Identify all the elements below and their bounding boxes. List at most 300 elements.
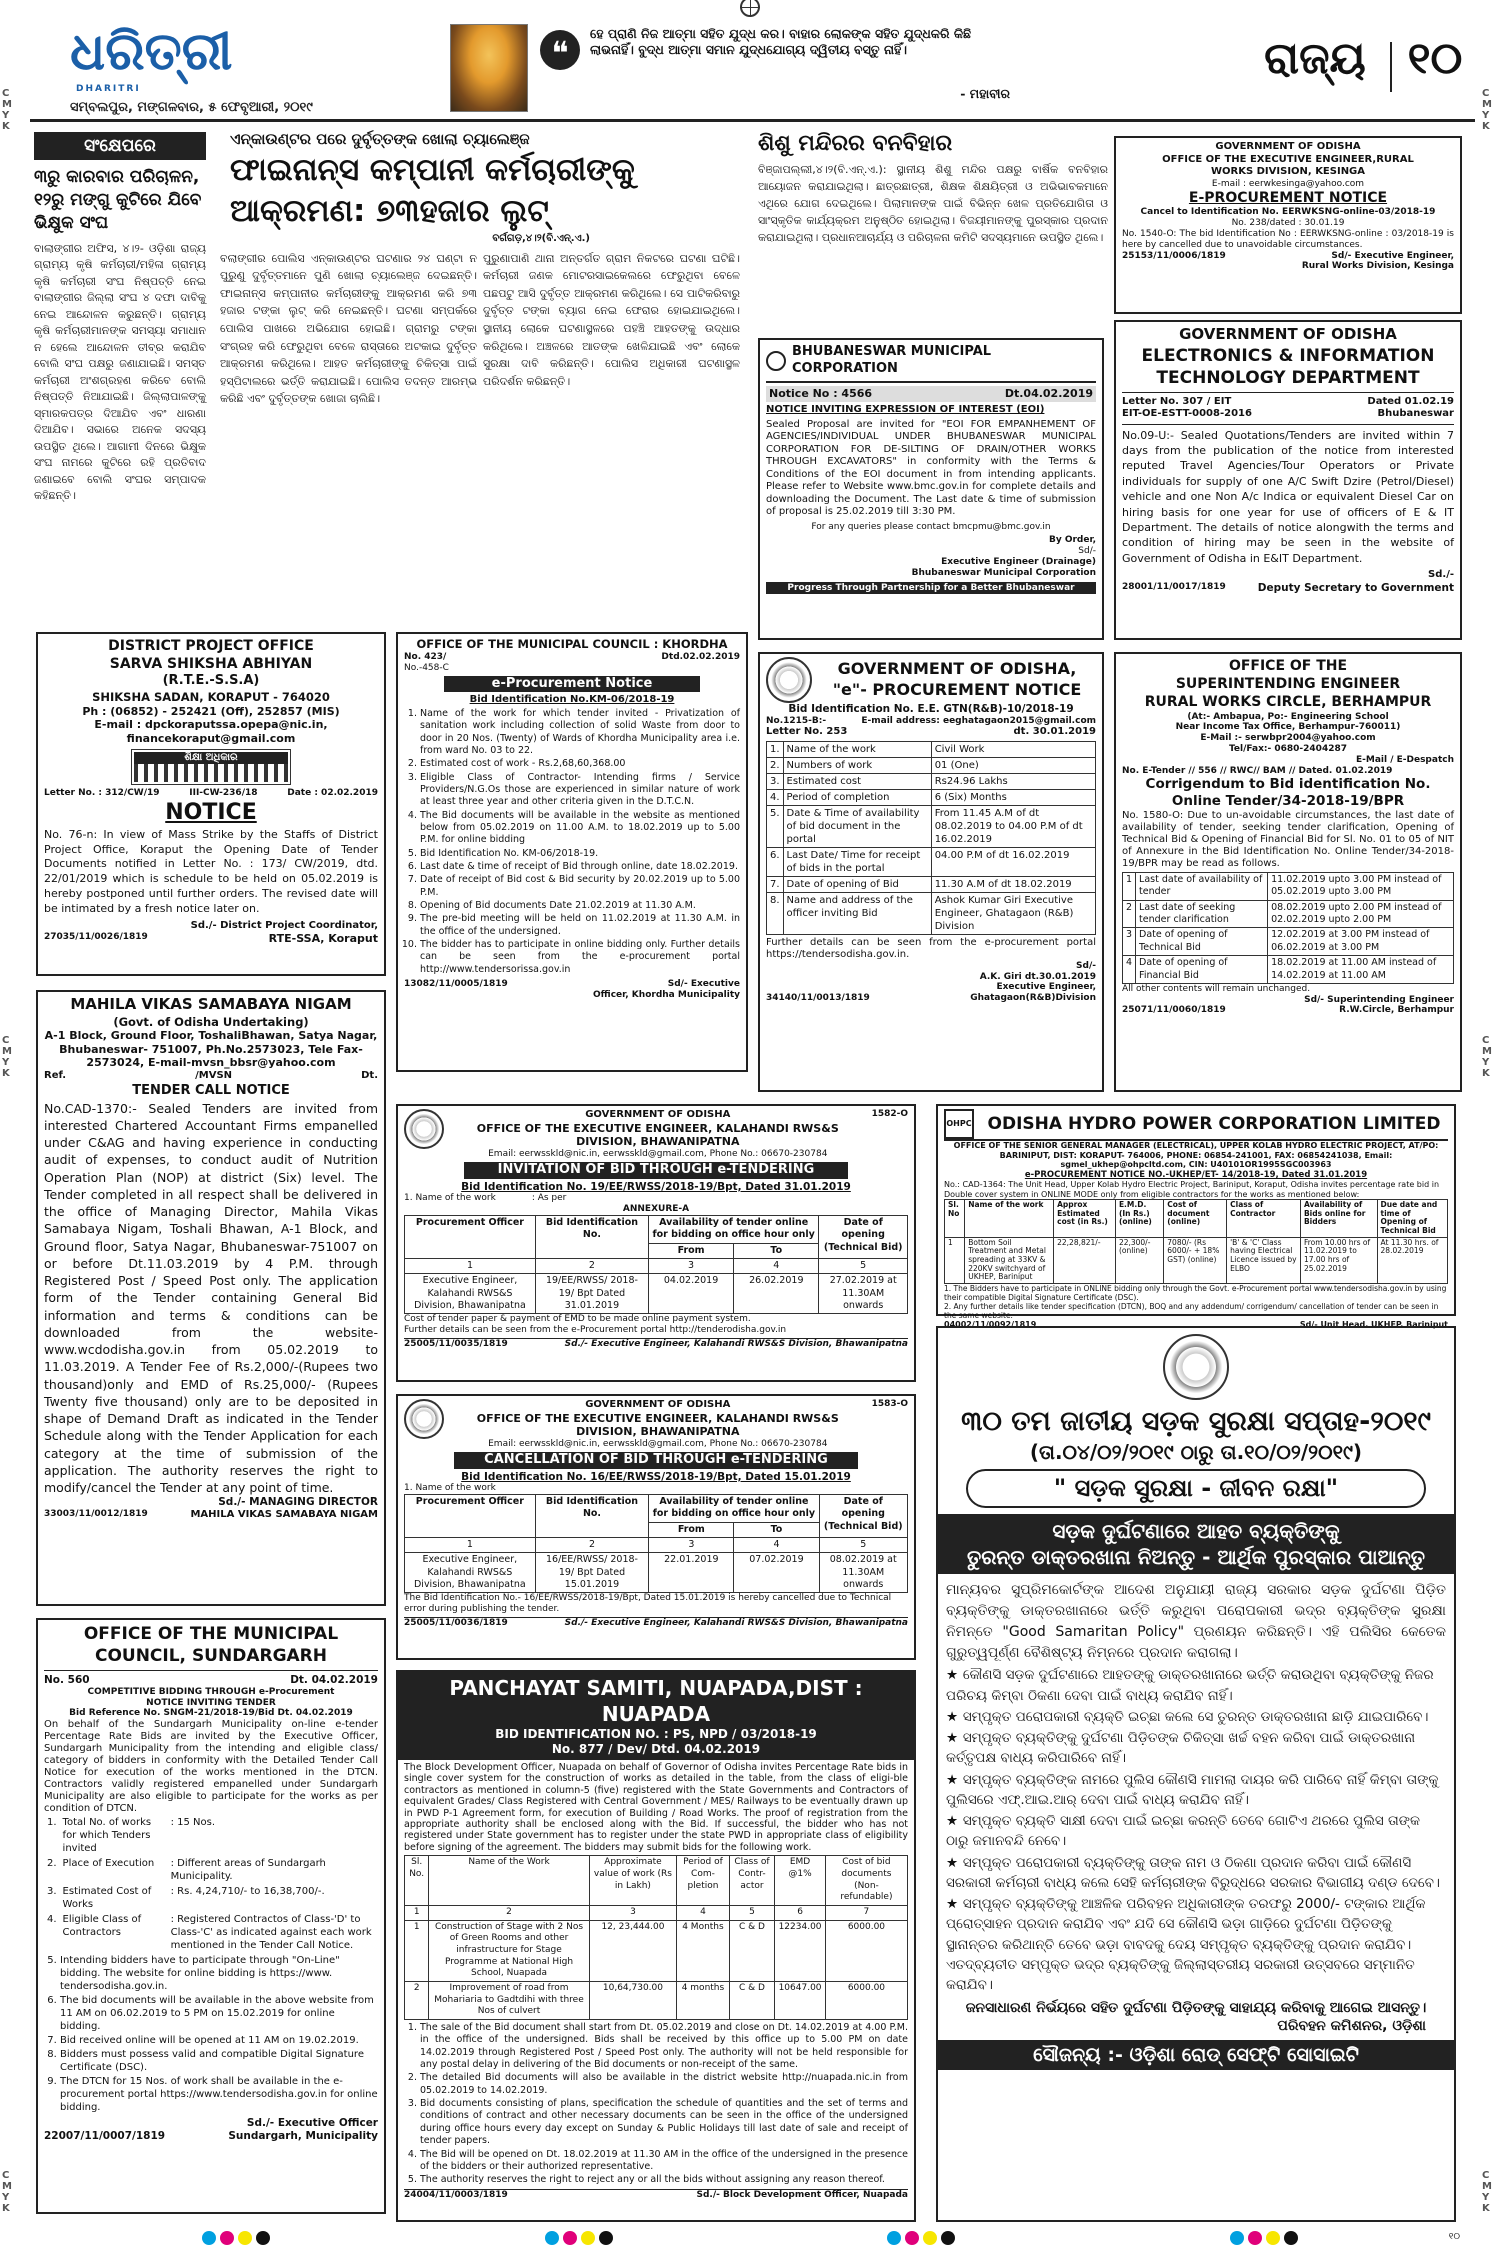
- eit-sd: Sd./-: [1428, 569, 1454, 581]
- table-cell: 2.: [767, 757, 784, 773]
- bmc-body: Sealed Proposal are invited for "EOI FOR EMPANHEMENT OF AGENCIES/INDIVIDUAL UNDER BHUBANESWAR MUNICIPAL CORPORATION FOR DE-SILTING OF DRAIN/OTHER WORKS THROUGH EXCAVATORS" in conformity with the Terms & Conditions of the EOI document in from intending applicants. Please refer to Website www.bmc.gov.in for complete details and downloading the Document. The Last date & time of submission of proposal is 25.02.2019 till 3:30 PM.: [766, 418, 1096, 518]
- ohpc-sub: OFFICE OF THE SENIOR GENERAL MANAGER (ELECTRICAL), UPPER KOLAB HYDRO ELECTRIC PROJECT, AT/PO: BARINIPUT, DIST: KORAPUT- 764006, PHONE: 06854-241001, FAX: 06854241038, Email: sgmel_ukhep@ohpcltd.com, CIN: U40101OR1995SGC003963: [953, 1141, 1439, 1170]
- bhawa2-l2: OFFICE OF THE EXECUTIVE ENGINEER, KALAHANDI RWS&S DIVISION, BHAWANIPATNA: [476, 1411, 839, 1439]
- sundargarh-l2: COUNCIL, SUNDARGARH: [94, 1646, 328, 1667]
- table-row: [767, 847, 1096, 876]
- ohpc-notice: [936, 1104, 1456, 1329]
- table-row: [405, 1920, 908, 1981]
- table-row: [405, 1982, 908, 2020]
- bmc-queries: For any queries please contact bmcpmu@bmc.gov.in: [811, 521, 1051, 532]
- table-cell: C & D: [729, 1982, 775, 2020]
- kesinga-notice: [1114, 136, 1462, 314]
- table-cell: Civil Work: [931, 741, 1095, 757]
- bhawa2-n3: 4: [734, 1538, 819, 1553]
- brief-tag: ସଂକ୍ଷେପରେ: [34, 132, 206, 160]
- shishu-story: [758, 130, 1108, 330]
- table-row: [44, 1856, 378, 1884]
- table-row: [1123, 900, 1454, 928]
- eit-date: Dated 01.02.19: [1367, 395, 1454, 407]
- bhawa1-r1: 19/EE/RWSS/ 2018-19/ Bpt Dated 31.01.2019: [535, 1274, 648, 1314]
- mvsn-org: MAHILA VIKAS SAMABAYA NIGAM: [190, 1508, 378, 1520]
- table-row: [767, 876, 1096, 892]
- ohpc-sd: Sd/- Unit Head, UKHEP, Bariniput: [1299, 1319, 1448, 1329]
- eit-body: No.09-U:- Sealed Quotations/Tenders are invited within 7 days from the publication of the notice from interested reputed Travel Agencies/Tour Operators or Private individuals for supply of one A/C Swift Dzire (Petrol/Diesel) vehicle and one Non A/c Indica or equivalent Diesel Car on hiring basis for one year for use of officers of E & IT Department. The details of notice alongwith the terms and condition of hiring may be seen in the website of Government of Odisha in E&IT Department.: [1122, 428, 1454, 565]
- bhawa2-r2: 22.01.2019: [649, 1553, 734, 1593]
- table-cell: 2: [429, 1905, 589, 1920]
- lead-headline-1: ଫାଇନାନ୍ସ କମ୍ପାନୀ କର୍ମଚାରୀଙ୍କୁ: [230, 151, 635, 188]
- table-header-cell: Due date and time of Opening of Technical Bid: [1377, 1200, 1447, 1238]
- table-cell: 2.: [47, 1858, 57, 1870]
- table-cell: Last Date/ Time for receipt of bids in the portal: [783, 847, 931, 876]
- table-cell: 4: [1123, 956, 1136, 984]
- khordha-item: 2. Estimated cost of work - Rs.2,68,60,368.00: [420, 758, 740, 770]
- khordha-no2: No.-458-C: [404, 662, 449, 673]
- table-cell: 4 Months: [677, 1920, 729, 1981]
- table-cell: Improvement of road from Mohariaria to Gadtdihi with three Nos of culvert: [429, 1982, 589, 2020]
- bhawa2-notice: [396, 1394, 916, 1660]
- road-point-text: କୌଣସି ସଡ଼କ ଦୁର୍ଘଟଣାରେ ଆହତଙ୍କୁ ଡାକ୍ତରଖାନାରେ ଭର୍ତ୍ତି କରାଉଥିବା ବ୍ୟକ୍ତିଙ୍କୁ ନିଜର ପରିଚୟ କିମ୍ବା ଠିକଣା ଦେବା ପାଇଁ ବାଧ୍ୟ କରାଯିବ ନାହିଁ।: [946, 1667, 1434, 1704]
- table-cell: Date of opening of Bid: [783, 876, 931, 892]
- ghatagaon-l1: GOVERNMENT OF ODISHA,: [837, 659, 1077, 679]
- ssa-ref: 27035/11/0026/1819: [44, 932, 148, 943]
- registration-marks-top: [0, 0, 1500, 14]
- table-header-cell: Class of Contr- actor: [729, 1856, 775, 1906]
- table-cell: 5.: [767, 805, 784, 847]
- nuapada-title: PANCHAYAT SAMITI, NUAPADA,DIST : NUAPADA: [449, 1676, 863, 1726]
- table-cell: 3.: [47, 1886, 57, 1898]
- table-cell: Date of opening of Technical Bid: [1136, 928, 1268, 956]
- table-row: [44, 1884, 378, 1912]
- sundargarh-item: 5. Intending bidders have to participate through "On-Line" bidding. The website for online bidding is https://www. tendersodisha.gov.in.: [60, 1954, 378, 1993]
- bhawa1-to: To: [734, 1243, 819, 1258]
- bhawa2-n2: 3: [649, 1538, 734, 1553]
- road-point: [946, 1707, 1446, 1727]
- bhawa1-n0: 1: [405, 1258, 536, 1273]
- berhampur-email: E-Mail :- serwbpr2004@yahoo.com: [1200, 733, 1376, 744]
- bhawa2-ref: 25005/11/0036/1819: [404, 1618, 508, 1629]
- bhawa1-n3: 4: [734, 1258, 819, 1273]
- ohpc-logo: OHPC: [944, 1109, 974, 1139]
- bhawa1-further: Further details can be seen from the e-Procurement portal http://tenderodisha.gov.in: [404, 1325, 787, 1336]
- cmyk-strip-right-top: C M Y K: [1482, 88, 1492, 132]
- bmc-date: Dt.04.02.2019: [1004, 386, 1093, 400]
- khordha-ref: 13082/11/0005/1819: [404, 979, 508, 990]
- table-row: [767, 773, 1096, 789]
- eit-l2: ELECTRONICS & INFORMATION: [1141, 345, 1435, 366]
- table-cell: 6000.00: [825, 1920, 907, 1981]
- table-cell: 2: [1123, 900, 1136, 928]
- bhawa1-name: 1. Name of the work: [404, 1193, 496, 1204]
- eit-officer: Deputy Secretary to Government: [1257, 581, 1454, 594]
- bhawa2-h1: Bid Identification No.: [535, 1495, 649, 1538]
- road-appeal: ଜନସାଧାରଣ ନିର୍ଭୟରେ ସହିତ ଦୁର୍ଘଟଣା ପିଡ଼ିତଙ୍କୁ ସାହାଯ୍ୟ କରିବାକୁ ଆଗେଇ ଆସନ୍ତୁ।: [965, 2000, 1427, 2017]
- table-row: [767, 757, 1096, 773]
- sundargarh-t1: COMPETITIVE BIDDING THROUGH e-Procurement: [87, 1686, 335, 1697]
- kesinga-no: No. 238/dated : 30.01.19: [1231, 218, 1345, 229]
- nuapada-bid: BID IDENTIFICATION NO. : PS, NPD / 03/2018-19: [495, 1727, 817, 1741]
- khordha-item: 5. Bid Identification No. KM-06/2018-19.: [420, 848, 740, 860]
- khordha-dtd: Dtd.02.02.2019: [661, 651, 740, 662]
- mvsn-dt: Dt.: [361, 1070, 378, 1082]
- kesinga-body: No. 1540-O: The bid Identification No : EERWKSNG-online : 03/2018-19 is here by cancelled due to unavoidable circumstances.: [1122, 229, 1454, 250]
- table-cell: 7: [825, 1905, 907, 1920]
- road-point-text: ସମ୍ପୃକ୍ତ ପରୋପକାରୀ ବ୍ୟକ୍ତିଙ୍କୁ ତାଙ୍କ ନାମ ଓ ଠିକଣା ପ୍ରଦାନ କରିବା ପାଇଁ କୌଣସି ସରକାରୀ କର୍ମଚାରୀ ବାଧ୍ୟ କଲେ ସେହି କର୍ମଚାରୀଙ୍କ ବିରୁଦ୍ଧରେ ସରକାର ବିଭାଗୀୟ ଦଣ୍ଡ ଦେବେ।: [946, 1854, 1440, 1891]
- bhawa2-r3: 07.02.2019: [734, 1553, 819, 1593]
- berhampur-notice: [1114, 652, 1462, 1092]
- lead-col-1: ବଲାଙ୍ଗୀର ପୋଲିସ ଏନ୍‌କାଉଣ୍ଟର ଘଟଣାର ୨୪ ଘଣ୍ଟା ନ ପୁରୁଣୁ ଦୁର୍ବୃତ୍ତମାନେ ପୁଣି ଖୋଲା ଚ୍ୟାଲେଞ୍ଜ ଦେଇଛନ୍ତି। ଫାଇନାନ୍ସ କମ୍ପାନୀର କର୍ମଚାରୀଙ୍କୁ ଆକ୍ରମଣ କରି ୭୩ ହଜାର ଟଙ୍କା ଲୁଟ୍ କରି ନେଇଛନ୍ତି। ଘଟଣା ସମ୍ପର୍କରେ ପୋଲିସ ପାଖରେ ଅଭିଯୋଗ ହୋଇଛି। ଗ୍ରାମରୁ ଟଙ୍କା ସଂଗ୍ରହ କରି ଫେରୁଥିବା ବେଳେ ରାସ୍ତାରେ ଅଟକାଇ ଦୁର୍ବୃତ୍ତ ଆକ୍ରମଣ କରିଥିଲେ। ଆହତ କର୍ମଚାରୀଙ୍କୁ ଚିକିତ୍ସା ପାଇଁ ହସ୍ପିଟାଲରେ ଭର୍ତ୍ତି କରାଯାଇଛି। ପୋଲିସ ତଦନ୍ତ ଆରମ୍ଭ କରିଛି ଏବଂ ଦୁର୍ବୃତ୍ତଙ୍କ ଖୋଜା ଚାଲିଛି।: [220, 251, 477, 406]
- table-cell: 'B' & 'C' Class having Electrical Licence issued by ELBO: [1227, 1237, 1301, 1283]
- sundargarh-no: No. 560: [44, 1674, 90, 1687]
- nuapada-item: 1. The sale of the Bid document shall start from Dt. 05.02.2019 and close on Dt. 14.02.2019 at 4.00 P.M. in the office of the undersigned. Bids shall be received by this office up to 5.00 PM on date 14.02.2019 through Registered Post / Speed Post only. The authority will not be held responsible for any postal delay in delivering of the Bid documents or non-receipt of the same.: [420, 2022, 908, 2071]
- odisha-emblem-icon: [766, 657, 812, 703]
- table-header-cell: E.M.D. (In Rs.) (online): [1115, 1200, 1163, 1238]
- road-band-1: ସଡ଼କ ଦୁର୍ଘଟଣାରେ ଆହତ ବ୍ୟକ୍ତିଙ୍କୁ: [1052, 1519, 1340, 1544]
- table-cell: Construction of Stage with 2 Nos of Green Rooms and other infrastructure for Stage Programme at National High School, Nuapada: [429, 1920, 589, 1981]
- sundargarh-item: 6. The bid documents will be available in the above website from 11 AM on 06.02.2019 to 5 PM on 15.02.2019 for online bidding.: [60, 1994, 378, 2033]
- ghatagaon-bid: Bid Identification No. E.E. GTN(R&B)-10/2018-19: [788, 703, 1074, 715]
- berhampur-ref: 25071/11/0060/1819: [1122, 1005, 1226, 1016]
- sundargarh-list: [44, 1954, 378, 2114]
- road-intro: ମାନ୍ୟବର ସୁପ୍ରିମକୋର୍ଟଙ୍କ ଆଦେଶ ଅନୁଯାୟୀ ରାଜ୍ୟ ସରକାର ସଡ଼କ ଦୁର୍ଘଟଣା ପିଡ଼ିତ ବ୍ୟକ୍ତିଙ୍କୁ ଡାକ୍ତରଖାନାରେ ଭର୍ତ୍ତି କରୁଥିବା ପରୋପକାରୀ ଭଦ୍ର ବ୍ୟକ୍ତିଙ୍କ ସୁରକ୍ଷା ନିମନ୍ତେ "Good Samaritan Policy" ପ୍ରଣୟନ କରିଛନ୍ତି। ଏହି ପଲିସିର କେତେକ ଗୁରୁତ୍ୱପୂର୍ଣ୍ଣ ବୈଶିଷ୍ଟ୍ୟ ନିମ୍ନରେ ପ୍ରଦାନ କରାଗଲା।: [946, 1582, 1446, 1662]
- mvsn-refno: 33003/11/0012/1819: [44, 1508, 148, 1519]
- bhawa1-h3: Date of opening (Technical Bid): [819, 1215, 908, 1258]
- table-cell: From 10.00 hrs of 11.02.2019 to 17.00 hrs of 25.02.2019: [1300, 1237, 1377, 1283]
- ssa-cw: III-CW-236/18: [189, 788, 258, 799]
- cmyk-strip-right-bottom: C M Y K: [1482, 2170, 1492, 2214]
- road-point-text: ସମ୍ପୃକ୍ତ ପରୋପକାରୀ ବ୍ୟକ୍ତି ଇଚ୍ଛା କଲେ ସେ ତୁରନ୍ତ ଡାକ୍ତରଖାନା ଛାଡ଼ି ଯାଇପାରିବେ।: [962, 1708, 1429, 1725]
- ghatagaon-letter: Letter No. 253: [766, 726, 848, 738]
- table-header-cell: Approx Estimated cost (in Rs.): [1054, 1200, 1116, 1238]
- ssa-notice: [36, 632, 386, 976]
- bhawa2-sd: Sd./- Executive Engineer, Kalahandi RWS&S Division, Bhawanipatna: [564, 1618, 908, 1629]
- bhawa2-h2: Availability of tender online for bidding on office hour only: [649, 1495, 819, 1523]
- sundargarh-body: On behalf of the Sundargarh Municipality on-line e-tender Percentage Rate Bids are invited by the Executive Officer, Sundargarh Municipality from the intending and eligible class/ category of bidders in conformity with the Detailed Tender Call Notice for execution of the works mentioned in the DTCN. Contractors validly registered empanelled under Sundargarh Municipality are also eligible to participate for the works as per condition of DTCN.: [44, 1719, 378, 1815]
- shishu-headline: ଶିଶୁ ମନ୍ଦିରର ବନବିହାର: [758, 131, 953, 156]
- star-icon: ★: [946, 1854, 963, 1871]
- berhampur-other: All other contents will remain unchanged.: [1122, 983, 1311, 994]
- cmyk-strip-left-mid: C M Y K: [2, 1035, 12, 1079]
- lead-dateline: ବର୍ଗଗଡ଼,୪।୨(ବି.ଏନ୍.ଏ.): [492, 233, 590, 245]
- road-dates: (ତା.୦୪/୦୨/୨୦୧୯ ଠାରୁ ତା.୧୦/୦୨/୨୦୧୯): [1029, 1440, 1363, 1465]
- buddha-image: [450, 24, 528, 112]
- ohpc-table: [944, 1199, 1448, 1284]
- table-cell: 08.02.2019 upto 2.00 PM instead of 02.02.2019 upto 2.00 PM: [1268, 900, 1454, 928]
- table-cell: : Registered Contractos of Class-'D' to Class-'C' as indicated against each work mentioned in the Tender Call Notice.: [170, 1914, 372, 1952]
- quote-text: ହେ ପ୍ରାଣି ନିଜ ଆତ୍ମା ସହିତ ଯୁଦ୍ଧ କର। ବାହାର ଲୋକଙ୍କ ସହିତ ଯୁଦ୍ଧକରି କିଛି ଲାଭନାହିଁ। ବୁଦ୍ଧ ଆତ୍ମା ସମାନ ଯୁଦ୍ଧଯୋଗ୍ୟ ଦ୍ୱିତୀୟ ବସ୍ତୁ ନାହିଁ।: [590, 26, 972, 58]
- bhawa1-ref: 25005/11/0035/1819: [404, 1338, 508, 1349]
- nuapada-item: 4. The Bid will be opened on Dt. 18.02.2019 at 11.30 AM in the office of the undersigned in the presence of the bidders or their authorized representative.: [420, 2149, 908, 2174]
- eit-letter: Letter No. 307 / EIT: [1122, 395, 1232, 407]
- cmyk-strip-right-mid: C M Y K: [1482, 1035, 1492, 1079]
- bmc-notice-no: Notice No : 4566: [769, 386, 873, 400]
- mvsn-sd: Sd./- MANAGING DIRECTOR: [218, 1496, 378, 1509]
- logo-text: ଧରିତ୍ରୀ: [70, 21, 233, 82]
- table-header-cell: Period of Com- pletion: [677, 1856, 729, 1906]
- bhawa2-n1: 2: [535, 1538, 649, 1553]
- road-point-text: ସମ୍ପୃକ୍ତ ବ୍ୟକ୍ତି ସାକ୍ଷୀ ଦେବା ପାଇଁ ଇଚ୍ଛା କରନ୍ତି ତେବେ ଗୋଟିଏ ଥରରେ ପୁଲିସ ତାଙ୍କ ଠାରୁ ଜମାନବନ୍ଦି ନେବେ।: [946, 1813, 1420, 1850]
- bhawa1-title: INVITATION OF BID THROUGH e-TENDERING: [464, 1162, 848, 1179]
- section-name: ରାଜ୍ୟ: [1264, 33, 1366, 84]
- ssa-logo-figures: [134, 764, 288, 782]
- table-header-cell: Availability of Bids online for Bidders: [1300, 1200, 1377, 1238]
- table-cell: 6: [775, 1905, 826, 1920]
- table-cell: 4 months: [677, 1982, 729, 2020]
- bhawa2-h3: Date of opening (Technical Bid): [819, 1495, 907, 1538]
- table-header-cell: Class of Contractor: [1227, 1200, 1301, 1238]
- bhawa1-annex: ANNEXURE-A: [622, 1204, 690, 1215]
- bhawa1-code: 1582-O: [871, 1109, 908, 1119]
- ghatagaon-name: A.K. Giri dt.30.01.2019: [979, 971, 1096, 982]
- khordha-officer: Officer, Khordha Municipality: [593, 989, 740, 1000]
- table-cell: Date & Time of availability of bid document in the portal: [783, 805, 931, 847]
- kesinga-l2: OFFICE OF THE EXECUTIVE ENGINEER,RURAL: [1162, 153, 1414, 165]
- berhampur-l1: OFFICE OF THE: [1228, 658, 1348, 674]
- bhawa2-l1: GOVERNMENT OF ODISHA: [585, 1399, 731, 1410]
- quote-attribution: - ମହାବୀର: [960, 86, 1010, 101]
- table-cell: 1.: [767, 741, 784, 757]
- mvsn-code: /MVSN: [195, 1070, 233, 1082]
- ssa-l1: DISTRICT PROJECT OFFICE: [108, 638, 314, 654]
- table-header-cell: Cost of bid documents (Non- refundable): [825, 1856, 907, 1906]
- ohpc-notice-no: e-PROCUREMENT NOTICE NO.-UKHEP/ET- 14/2018-19, Dated 31.01.2019: [1024, 1169, 1368, 1180]
- bhawa1-h0: Procurement Officer: [405, 1215, 536, 1258]
- sundargarh-notice: [36, 1618, 386, 2214]
- ghatagaon-ref: 34140/11/0013/1819: [766, 993, 870, 1004]
- table-cell: 7.: [767, 876, 784, 892]
- eit-notice: [1114, 320, 1462, 640]
- kesinga-l1: GOVERNMENT OF ODISHA: [1215, 141, 1361, 152]
- bmc-officer: Executive Engineer (Drainage): [941, 556, 1096, 567]
- ssa-sd: Sd./- District Project Coordinator,: [190, 919, 378, 931]
- ssa-l4: SHIKSHA SADAN, KORAPUT - 764020: [92, 690, 330, 705]
- odisha-emblem-icon: [404, 1399, 444, 1439]
- berhampur-addr: (At:- Ambapua, Po:- Engineering School: [1187, 711, 1389, 722]
- bhawa2-n0: 1: [405, 1538, 536, 1553]
- ghatagaon-table: [766, 741, 1096, 935]
- road-slogan: " ସଡ଼କ ସୁରକ୍ଷା - ଜୀବନ ରକ୍ଷା": [966, 1469, 1426, 1508]
- table-cell: 12.02.2019 at 3.00 PM instead of 06.02.2019 at 3.00 PM: [1268, 928, 1454, 956]
- nuapada-no: No. 877 / Dev/ Dtd. 04.02.2019: [551, 1742, 761, 1756]
- bhawa2-r0: Executive Engineer, Kalahandi RWS&S Division, Bhawanipatna: [405, 1553, 536, 1593]
- lead-kicker: ଏନ୍‌କାଉଣ୍ଟର ପରେ ଦୁର୍ବୃତ୍ତଙ୍କ ଖୋଲା ଚ୍ୟାଲେଞ୍ଜ: [230, 130, 530, 148]
- table-cell: 4.: [47, 1914, 57, 1926]
- mvsn-addr: A-1 Block, Ground Floor, ToshaliBhawan, Satya Nagar, Bhubaneswar- 751007, Ph.No.2573023, Tele Fax- 2573024, E-mail-mvsn_bbsr@yahoo.com: [44, 1028, 378, 1070]
- khordha-notice: [396, 632, 748, 1072]
- cmyk-strip-left-top: C M Y K: [2, 88, 12, 132]
- cmyk-strip-left-bottom: C M Y K: [2, 2170, 12, 2214]
- bhawa1-r2: 04.02.2019: [648, 1274, 733, 1314]
- sundargarh-sd: Sd./- Executive Officer: [246, 2117, 378, 2130]
- table-cell: At 11.30 hrs. of 28.02.2019: [1377, 1237, 1447, 1283]
- nuapada-body: The Block Development Officer, Nuapada on behalf of Governor of Odisha invites Percentage Rate bids in single cover system for the construction of works as detailed in the table, from the class of eligi-ble contractors as mentioned in column-5 (five) registered with the State Governments and Contractors of equivalent Grades/ Class Registered with Central Government / MES/ Railways to be eventually drawn up in PWD P-1 Agreement form, for execution of Building / Road Works. The proof of registration from the appropriate authority shall be enclosed along with the Bid. If successful, the bidder who has not registered under State government has to register under the state PWD in appropriate class of eligibility before signing of the agreement. The bidders may submit bids for the following work.: [404, 1762, 908, 1853]
- khordha-item: 9. The pre-bid meeting will be held on 11.02.2019 at 11.30 A.M. in the office of the undersigned.: [420, 913, 740, 938]
- table-cell: Ashok Kumar Giri Executive Engineer, Ghatagaon (R&B) Division: [931, 892, 1095, 934]
- bhawa1-notice: [396, 1104, 916, 1382]
- ghatagaon-officer: Executive Engineer,: [996, 982, 1096, 993]
- table-cell: 3: [589, 1905, 677, 1920]
- berhampur-l3: RURAL WORKS CIRCLE, BERHAMPUR: [1144, 694, 1432, 711]
- bhawa1-r4: 27.02.2019 at 11.30AM onwards: [819, 1274, 908, 1314]
- road-by: ପରିବହନ କମିଶନର, ଓଡ଼ିଶା: [1277, 2018, 1426, 2035]
- brief-body: ବାଲାଙ୍ଗୀର ଅଫିସ, ୪।୨- ଓଡ଼ିଶା ରାଜ୍ୟ ଗ୍ରାମ୍ୟ କୃଷି କର୍ମଚାରୀ/ମହିଳା ଗ୍ରାମ୍ୟ କୃଷି କର୍ମଚାରୀ ସଂଘ ନିଷ୍ପତ୍ତି ନେଇ ବାଲାଙ୍ଗୀର ଜିଲ୍ଲା ସଂଘ ୪ ଦଫା ଦାବିକୁ ନେଇ ଆନ୍ଦୋଳନ କରୁଛନ୍ତି। ଗ୍ରାମ୍ୟ କୃଷି କର୍ମଚାରୀମାନଙ୍କ ସମସ୍ୟା ସମାଧାନ ନ ହେଲେ ଆନ୍ଦୋଳନ ତୀବ୍ର କରାଯିବ ବୋଲି ସଂଘ ପକ୍ଷରୁ ଜଣାଯାଇଛି। ସମସ୍ତ କର୍ମଚାରୀ ଅଂଶଗ୍ରହଣ କରିବେ ବୋଲି ନିଷ୍ପତ୍ତି ନିଆଯାଇଛି। ଜିଲ୍ଲାପାଳଙ୍କୁ ସ୍ମାରକପତ୍ର ଦିଆଯିବ ଏବଂ ଧାରଣା ଦିଆଯିବ। ସଭାରେ ଅନେକ ସଦସ୍ୟ ଉପସ୍ଥିତ ଥିଲେ। ଆଗାମୀ ଦିନରେ ଭିକ୍ଷୁକ ସଂଘ ନାମରେ କୁଟିରେ ରହି ପ୍ରତିବାଦ ଜଣାଇବେ ବୋଲି ସଂଘର ସମ୍ପାଦକ କହିଛନ୍ତି।: [34, 241, 206, 503]
- table-cell: 22,300/- (online): [1115, 1237, 1163, 1283]
- table-cell: Total No. of works for which Tenders invited: [62, 1817, 152, 1855]
- ssa-date: Date : 02.02.2019: [287, 788, 378, 799]
- bmc-notice: [758, 338, 1104, 640]
- ssa-email: E-mail : dpckoraputssa.opepa@nic.in,: [94, 718, 328, 732]
- table-cell: Name and address of the officer inviting Bid: [783, 892, 931, 934]
- star-icon: ★: [946, 1813, 963, 1830]
- nuapada-item: 2. The detailed Bid documents will also be available in the district website http://nuapada.nic.in from 05.02.2019 to 14.02.2019.: [420, 2072, 908, 2097]
- road-point: [946, 1770, 1446, 1811]
- ghatagaon-email: E-mail address: eeghatagaon2015@gmail.com: [861, 715, 1096, 726]
- star-icon: ★: [946, 1708, 963, 1725]
- road-title: ୩୦ ତମ ଜାତୀୟ ସଡ଼କ ସୁରକ୍ଷା ସପ୍ତାହ-୨୦୧୯: [961, 1406, 1431, 1437]
- table-cell: 1: [1123, 873, 1136, 901]
- odisha-emblem-icon: [1163, 1334, 1229, 1400]
- mvsn-ref: Ref.: [44, 1070, 67, 1082]
- brief-headline: ୩ରୁ କାରବାର ପରିଚାଳନ, ୧୨ରୁ ମଙ୍ଗୁ କୁଟିରେ ଯିବେ ଭିକ୍ଷୁକ ସଂଘ: [34, 167, 202, 233]
- ohpc-note-2: 2. Any further details like tender specification (DTCN), BOQ and any addendum/ corrigendum/ cancellation of tender can be seen in the same website.: [944, 1301, 1439, 1320]
- table-cell: 4: [677, 1905, 729, 1920]
- table-cell: 6.: [767, 847, 784, 876]
- kesinga-org: Rural Works Division, Kesinga: [1301, 261, 1454, 272]
- table-row: [44, 1815, 378, 1856]
- sundargarh-item: 7. Bid received online will be opened at 11 AM on 19.02.2019.: [60, 2034, 378, 2047]
- berhampur-org: R.W.Circle, Berhampur: [1339, 1005, 1454, 1016]
- table-row: [767, 892, 1096, 934]
- star-icon: ★: [946, 1771, 963, 1788]
- berhampur-l2: SUPERINTENDING ENGINEER: [1175, 676, 1401, 693]
- bmc-title: BHUBANESWAR MUNICIPAL CORPORATION: [792, 344, 992, 376]
- table-cell: 1: [405, 1920, 429, 1981]
- kesinga-sd: Sd/- Executive Engineer,: [1331, 250, 1454, 261]
- table-cell: 4.: [767, 789, 784, 805]
- table-cell: Last date of availability of tender: [1136, 873, 1268, 901]
- lead-story: [220, 130, 740, 635]
- table-cell: 22,28,821/-: [1054, 1237, 1116, 1283]
- table-cell: Estimated Cost of Works: [62, 1886, 152, 1911]
- ssa-l3: (R.T.E.-S.S.A): [162, 673, 260, 689]
- khordha-sd: Sd/- Executive: [667, 979, 740, 990]
- table-cell: : 15 Nos.: [170, 1817, 216, 1829]
- table-header-cell: Approximate value of work (Rs in Lakh): [589, 1856, 677, 1906]
- kesinga-cancel: Cancel to Identification No. EERWKSNG-online-03/2018-19: [1140, 207, 1436, 218]
- bhawa1-sd: Sd./- Executive Engineer, Kalahandi RWS&S Division, Bhawanipatna: [564, 1338, 908, 1349]
- berhampur-desp: E-Mail / E-Despatch: [1355, 754, 1454, 765]
- bhawa2-n4: 5: [819, 1538, 907, 1553]
- road-point: [946, 1665, 1446, 1706]
- khordha-item: 7. Date of receipt of Bid cost & Bid security by 20.02.2019 up to 5.00 P.M.: [420, 874, 740, 899]
- star-icon: ★: [946, 1667, 963, 1684]
- berhampur-table: [1122, 872, 1454, 984]
- ohpc-note-1: 1. The Bidders have to participate in ONLINE bidding only through the Govt. e-Procurement portal www.tendersodisha.gov.in by using their compatible Digital Signature Certificate (DSC).: [944, 1283, 1447, 1302]
- berhampur-etender: No. E-Tender // 556 // RWC// BAM // Dated. 01.02.2019: [1122, 765, 1393, 776]
- bhawa1-h2: Availability of tender online for bidding on office hour only: [648, 1215, 818, 1243]
- bhawa2-bid: Bid Identification No. 16/EE/RWSS/2018-19/Bpt, Dated 15.01.2019: [461, 1470, 851, 1483]
- lead-col-2: ପୁରୁଣାପାଣି ଥାନା ଅନ୍ତର୍ଗତ ଗ୍ରାମ ନିକଟରେ ଘଟଣା ଘଟିଛି। କର୍ମଚାରୀ ଜଣକ ମୋଟରସାଇକେଲରେ ଫେରୁଥିବା ବେଳେ ପଛପଟୁ ଆସି ଦୁର୍ବୃତ୍ତ ଆକ୍ରମଣ କରିଥିଲେ। ସେ ପାଟିକରିବାରୁ ଦୁର୍ବୃତ୍ତ ଟଙ୍କା ବ୍ୟାଗ ନେଇ ଫେରାର ହୋଇଯାଇଥିଲେ। ସ୍ଥାନୀୟ ଲୋକେ ଘଟଣାସ୍ଥଳରେ ପହଞ୍ଚି ଆହତଙ୍କୁ ଉଦ୍ଧାର କରିଥିଲେ। ଅଞ୍ଚଳରେ ଆତଙ୍କ ଖେଳିଯାଇଛି ଏବଂ ଲୋକେ ସୁରକ୍ଷା ଦାବି କରିଛନ୍ତି। ପୋଲିସ ଅଧିକାରୀ ଘଟଣାସ୍ଥଳ ପରିଦର୍ଶନ କରିଛନ୍ତି।: [483, 251, 740, 388]
- nuapada-table: [404, 1855, 908, 2020]
- berhampur-title: Corrigendum to Bid identification No. Online Tender/34-2018-19/BPR: [1145, 776, 1431, 810]
- table-cell: 12, 23,444.00: [589, 1920, 677, 1981]
- table-cell: 7080/- (Rs 6000/- + 18% GST) (online): [1164, 1237, 1227, 1283]
- page-number: ୧୦: [1407, 33, 1463, 84]
- eit-estt: EIT-OE-ESTT-0008-2016: [1122, 408, 1252, 420]
- sundargarh-org: Sundargarh, Municipality: [228, 2129, 378, 2142]
- bhawa2-email: Email: eerwsskld@nic.in, eerwsskld@gmail.com, Phone No.: 06670-230784: [488, 1439, 828, 1449]
- nuapada-list: [404, 2022, 908, 2186]
- bhawa1-r3: 26.02.2019: [734, 1274, 819, 1314]
- kesinga-ref: 25153/11/0006/1819: [1122, 250, 1226, 261]
- bhawa2-title: CANCELLATION OF BID THROUGH e-TENDERING: [454, 1452, 858, 1469]
- sundargarh-l1: OFFICE OF THE MUNICIPAL: [83, 1624, 339, 1644]
- bhawa1-r0: Executive Engineer, Kalahandi RWS&S Division, Bhawanipatna: [405, 1274, 536, 1314]
- ssa-title: NOTICE: [165, 800, 257, 826]
- table-cell: Last date of seeking tender clarification: [1136, 900, 1268, 928]
- table-cell: 2: [405, 1982, 429, 2020]
- bhawa1-from: From: [648, 1243, 733, 1258]
- mvsn-l2: (Govt. of Odisha Undertaking): [113, 1014, 309, 1029]
- berhampur-tel: Tel/Fax:- 0680-2404287: [1228, 743, 1347, 754]
- section-divider: [1390, 42, 1392, 92]
- table-cell: 3: [1123, 928, 1136, 956]
- berhampur-sd: Sd/- Superintending Engineer: [1304, 994, 1454, 1005]
- table-row: [1123, 873, 1454, 901]
- dateline: ସମ୍ବଲପୁର, ମଙ୍ଗଳବାର, ୫ ଫେବୃଆରୀ, ୨୦୧୯: [70, 100, 313, 115]
- bhawa1-n2: 3: [648, 1258, 733, 1273]
- table-row: [44, 1912, 378, 1953]
- bhawa1-n4: 5: [819, 1258, 908, 1273]
- bhawa1-h1: Bid Identification No.: [535, 1215, 648, 1258]
- sundargarh-t2: NOTICE INVITING TENDER: [146, 1697, 276, 1708]
- logo-sub: DHARITRI: [76, 84, 141, 94]
- brief-column: [30, 130, 210, 635]
- kesinga-title: E-PROCUREMENT NOTICE: [1188, 190, 1388, 207]
- ssa-org: RTE-SSA, Koraput: [268, 932, 378, 946]
- bhawa1-cost: Cost of tender paper & payment of EMD to be made online payment system.: [404, 1314, 751, 1325]
- ssa-l2: SARVA SHIKSHA ABHIYAN: [109, 656, 313, 673]
- nuapada-sd: Sd./- Block Development Officer, Nuapada: [696, 2189, 908, 2200]
- sundargarh-item: 9. The DTCN for 15 Nos. of work shall be available in the e-procurement portal https://www.tendersodisha.gov.in for online bidding.: [60, 2075, 378, 2114]
- nuapada-item: 5. The authority reserves the right to reject any or all the bids without assigning any reason thereof.: [420, 2174, 908, 2186]
- star-icon: ★: [946, 1730, 963, 1747]
- table-row: [767, 741, 1096, 757]
- ghatagaon-sd: Sd/-: [1076, 960, 1096, 971]
- ghatagaon-dt: dt. 30.01.2019: [1013, 726, 1096, 738]
- khordha-list: [404, 708, 740, 976]
- bhawa2-r1: 16/EE/RWSS/ 2018- 19/ Bpt Dated 15.01.2019: [535, 1553, 649, 1593]
- table-cell: 1: [405, 1905, 429, 1920]
- bmc-org: Bhubaneswar Municipal Corporation: [911, 567, 1096, 578]
- table-cell: : Rs. 4,24,710/- to 16,38,700/-.: [170, 1886, 325, 1898]
- bhawa2-h0: Procurement Officer: [405, 1495, 536, 1538]
- eit-place: Bhubaneswar: [1377, 408, 1454, 420]
- table-cell: 12234.00: [775, 1920, 826, 1981]
- table-cell: 11.02.2019 upto 3.00 PM instead of 05.02.2019 upto 3.00 PM: [1268, 873, 1454, 901]
- ohpc-ref: 04002/11/0092/1819: [944, 1319, 1037, 1329]
- table-cell: 10647.00: [775, 1982, 826, 2020]
- table-cell: Estimated cost: [783, 773, 931, 789]
- table-cell: 18.02.2019 at 11.00 AM instead of 14.02.2019 at 11.00 AM: [1268, 956, 1454, 984]
- mvsn-title: TENDER CALL NOTICE: [132, 1082, 290, 1098]
- ghatagaon-no: No.1215-B:-: [766, 715, 827, 726]
- shishu-body: ବିଞ୍ଜାପଲ୍ଲୀ,୪।୨(ବି.ଏନ୍.ଏ.): ସ୍ଥାନୀୟ ଶିଶୁ ମନ୍ଦିର ପକ୍ଷରୁ ବାର୍ଷିକ ବନବିହାର ଆୟୋଜନ କରାଯାଇଥିଲା। ଛାତ୍ରଛାତ୍ରୀ, ଶିକ୍ଷକ ଶିକ୍ଷୟିତ୍ରୀ ଓ ଅଭିଭାବକମାନେ ଏଥିରେ ଯୋଗ ଦେଇଥିଲେ। ପିଲାମାନଙ୍କ ପାଇଁ ବିଭିନ୍ନ ଖେଳ ପ୍ରତିଯୋଗିତା ଓ ସାଂସ୍କୃତିକ କାର୍ଯ୍ୟକ୍ରମ ଅନୁଷ୍ଠିତ ହୋଇଥିଲା। ବିଜୟୀମାନଙ୍କୁ ପୁରସ୍କାର ପ୍ରଦାନ କରାଯାଇଥିଲା। ପ୍ରଧାନଆଚାର୍ଯ୍ୟ ଓ ପରିଚାଳନା କମିଟି ସଦସ୍ୟମାନେ ଉପସ୍ଥିତ ଥିଲେ।: [758, 162, 1108, 244]
- table-row: [1123, 956, 1454, 984]
- bhawa2-r4: 08.02.2019 at 11.30AM onwards: [819, 1553, 907, 1593]
- eit-l1: GOVERNMENT OF ODISHA: [1179, 325, 1397, 343]
- table-header-cell: Name of the work: [965, 1200, 1054, 1238]
- ohpc-title: ODISHA HYDRO POWER CORPORATION LIMITED: [987, 1113, 1441, 1134]
